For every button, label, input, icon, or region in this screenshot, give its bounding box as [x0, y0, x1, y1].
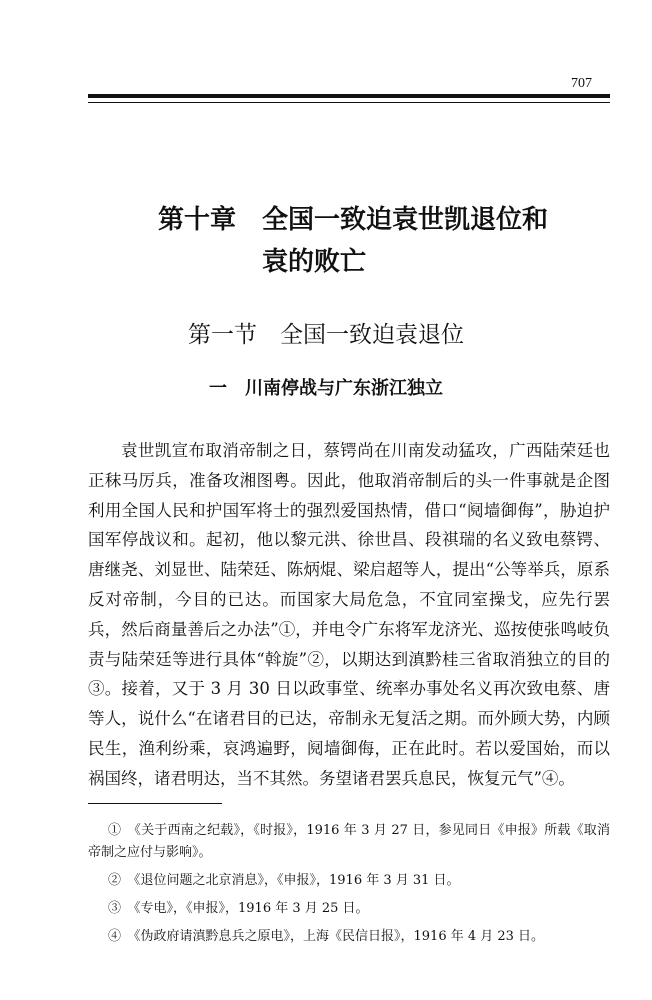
subsection-title: 一 川南停战与广东浙江独立: [209, 378, 443, 399]
header-rule-thick: [88, 94, 610, 98]
section-title: 第一节 全国一致迫袁退位: [188, 322, 464, 348]
footnote-1: ① 《关于西南之纪载》，《时报》，1916 年 3 月 27 日，参见同日《申报》所载《取消帝制之应付与影响》。: [88, 823, 610, 860]
body-paragraph: 袁世凯宣布取消帝制之日，蔡锷尚在川南发动猛攻，广西陆荣廷也正秣马厉兵，准备攻湘图粤。因此，他取消帝制后的头一件事就是企图利用全国人民和护国军将士的强烈爱国热情，借口“阋墙御侮”，胁迫护国军停战议和。起初，他以黎元洪、徐世昌、段祺瑞的名义致电蔡锷、唐继尧、刘显世、陆荣廷、陈炳焜、梁启超等人，提出“公等举兵，原系反对帝制，今目的已达。而国家大局危急，不宜同室操戈，应先行罢兵，然后商量善后之办法”①，并电令广东将军龙济光、巡按使张鸣岐负责与陆荣廷等进行具体“斡旋”②，以期达到滇黔桂三省取消独立的目的③。接着，又于 3 月 30 日以政事堂、统率办事处名义再次致电蔡、唐等人，说什么“在诸君目的已达，帝制永无复活之期。而外顾大势，内顾民生，渔利纷乘，哀鸿遍野，阋墙御侮，正在此时。若以爱国始，而以祸国终，诸君明达，当不其然。务望诸君罢兵息民，恢复元气”④。: [88, 441, 610, 788]
footnote-4: ④ 《伪政府请滇黔息兵之原电》，上海《民信日报》，1916 年 4 月 23 日。: [108, 929, 545, 944]
chapter-title-line-2: 袁的败亡: [262, 247, 367, 277]
footnote-separator: [88, 803, 222, 804]
header-rule-thin: [88, 102, 610, 103]
chapter-title-line-1: 第十章 全国一致迫袁世凯退位和: [158, 205, 549, 235]
footnotes: [88, 820, 610, 954]
page-number: 707: [571, 76, 592, 91]
footnote-2: ② 《退位问题之北京消息》，《申报》，1916 年 3 月 31 日。: [108, 873, 460, 888]
footnote-3: ③ 《专电》，《申报》，1916 年 3 月 25 日。: [108, 901, 369, 916]
